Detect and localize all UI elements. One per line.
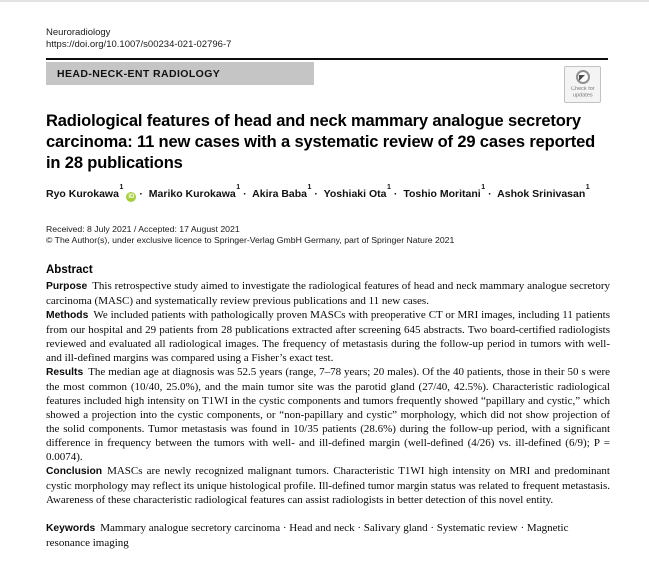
doi-link[interactable]: https://doi.org/10.1007/s00234-021-02796-7: [46, 39, 232, 50]
author-separator: ·: [139, 187, 143, 200]
received-accepted-line: Received: 8 July 2021 / Accepted: 17 August 2021: [46, 223, 240, 234]
author-list: [46, 183, 608, 202]
paragraph-label: Conclusion: [46, 465, 103, 477]
affiliation-mark: 1: [236, 183, 241, 191]
author: Toshio Moritani$^1$: [403, 183, 486, 200]
check-for-updates-label: Check for updates: [570, 86, 595, 99]
crossmark-icon: [576, 70, 590, 84]
author-separator: ·: [314, 187, 318, 200]
abstract-body: [46, 279, 610, 507]
author: Ashok Srinivasan$^1$: [497, 183, 590, 200]
copyright-line: © The Author(s), under exclusive licence to Springer-Verlag GmbH Germany, part of Springer Nature 2021: [46, 235, 455, 245]
paragraph-label: Results: [46, 366, 84, 378]
abstract-heading: Abstract: [46, 263, 93, 276]
header-divider: [46, 58, 608, 60]
paragraph-text: MASCs are newly recognized malignant tumors. Characteristic T1WI high intensity on MRI and predominant cystic morphology may reflect its unique histological profile. Ill-defined tumor margin status was related to frequent metastasis. Awareness of these characteristic radiological features can assist radiologists in better detection of this novel entity.: [46, 464, 610, 506]
orcid-icon[interactable]: iD: [128, 193, 135, 200]
abstract-paragraph-results: [46, 365, 610, 464]
crossmark-arrow-icon: [579, 75, 585, 81]
abstract-paragraph-conclusion: [46, 464, 610, 507]
keywords-text: Mammary analogue secretory carcinoma · Head and neck · Salivary gland · Systematic review · Magnetic resonance imaging: [46, 521, 569, 549]
paragraph-label: Purpose: [46, 280, 88, 292]
paragraph-label: Methods: [46, 309, 89, 321]
section-banner: [46, 62, 314, 85]
abstract-paragraph-methods: [46, 308, 610, 365]
author: Mariko Kurokawa$^1$: [148, 183, 241, 200]
abstract-paragraph-purpose: [46, 279, 610, 308]
article-first-page: [0, 2, 649, 563]
paragraph-text: This retrospective study aimed to investigate the radiological features of head and neck mammary analogue secretory carcinoma (MASC) and systematically review previous publications and 11 new cases.: [46, 279, 610, 307]
author: Yoshiaki Ota$^1$: [323, 183, 391, 200]
paragraph-text: The median age at diagnosis was 52.5 years (range, 7–78 years; 20 males). Of the 40 patients, those in their 50 s were the most common (10/40, 25.0%), and the main tumor site was the parotid gland (27/40, 42.5%). Characteristic radiological features included high intensity on T1WI in the cystic components and tumors frequently showed “papillary and cystic,” which showed a projection into the cystic components, or “non-papillary and cystic” morphology, which did not show projection of the solid components. Tumor metastasis was found in 10/35 patients (28.6%) during the follow-up period, with a significant difference in frequency between the tumors with well- and ill-defined margin (well-defined (4/26) vs. ill-defined (6/9); P = 0.0074).: [46, 365, 610, 463]
author-separator: ·: [393, 187, 398, 200]
article-title: Radiological features of head and neck mammary analogue secretory carcinoma: 11 new cases with a systematic review of 29 cases reported in 28 publications: [46, 112, 596, 172]
check-for-updates-badge[interactable]: [564, 66, 601, 103]
affiliation-mark: 1: [386, 183, 391, 191]
affiliation-mark: 1: [119, 183, 124, 191]
author-separator: ·: [243, 187, 247, 200]
author: Akira Baba$^1$: [252, 183, 312, 200]
affiliation-mark: 1: [481, 183, 486, 191]
author: Ryo Kurokawa$^1$: [46, 183, 124, 200]
section-banner-label: HEAD-NECK-ENT RADIOLOGY: [57, 67, 221, 80]
affiliation-mark: 1: [307, 183, 312, 191]
journal-name: Neuroradiology: [46, 27, 111, 38]
keywords-line: [46, 521, 610, 550]
keywords-label: Keywords: [46, 522, 96, 534]
affiliation-mark: 1: [585, 183, 590, 191]
author-separator: ·: [488, 187, 492, 200]
paragraph-text: We included patients with pathologically proven MASCs with preoperative CT or MRI images, including 11 patients from our hospital and 29 patients from 28 publications extracted after screening 645 abstracts. Two board-certified radiologists reviewed and evaluated all radiological images. The frequency of metastasis during the follow-up period in tumors with well- and ill-defined margins was compared using a Fisher’s exact test.: [46, 308, 610, 364]
